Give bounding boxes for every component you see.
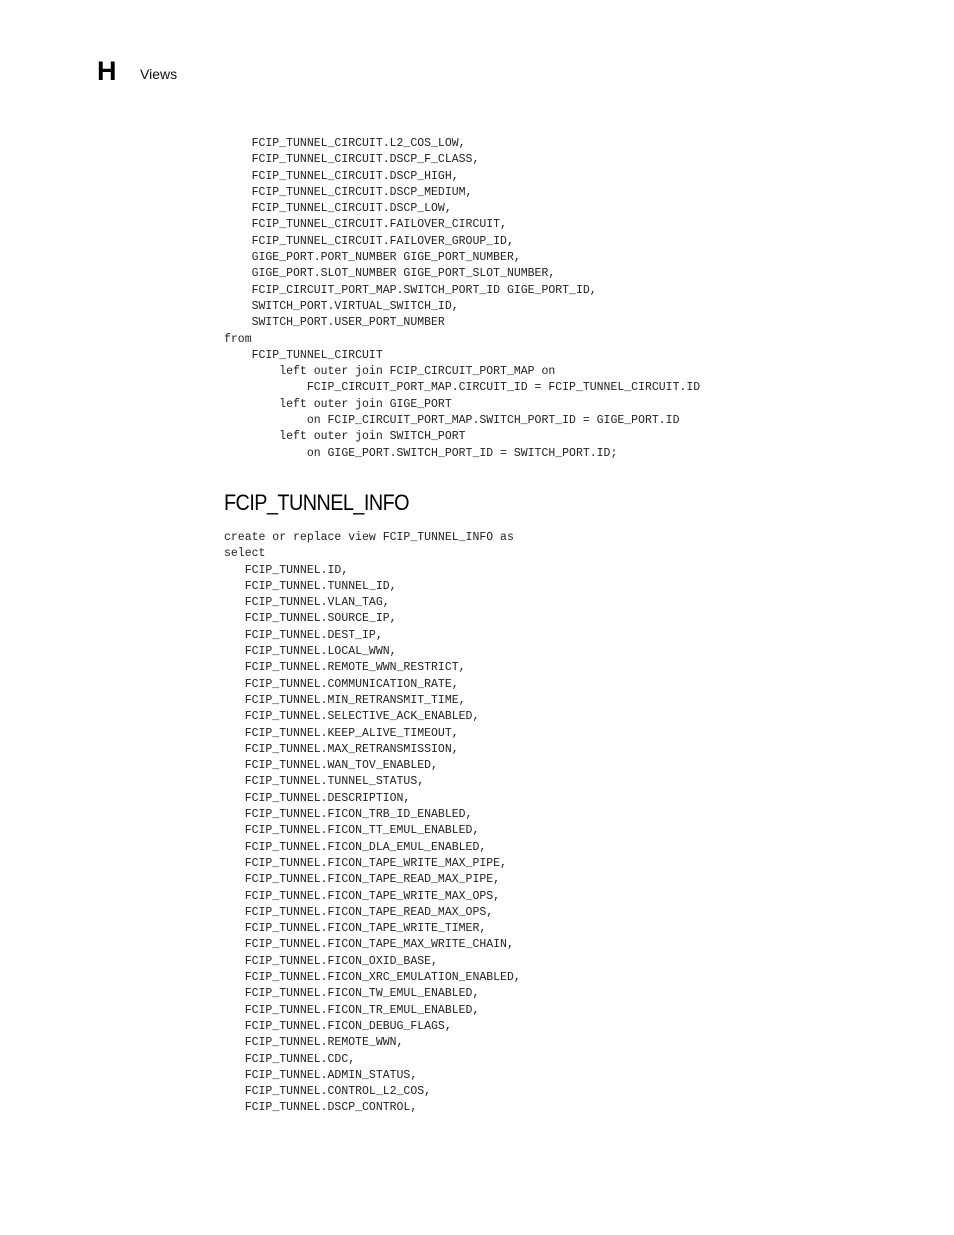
chapter-title: Views [140,66,178,82]
chapter-letter: H [97,56,117,86]
sql-code-block-fcip-tunnel-info: create or replace view FCIP_TUNNEL_INFO as select FCIP_TUNNEL.ID, FCIP_TUNNEL.TUNNEL_ID, FCIP_TUNNEL.VLAN_TAG, FCIP_TUNNEL.SOURCE_IP, FCIP_TUNNEL.DEST_IP, FCIP_TUNNEL.LOCAL_WWN, FCIP_TUNNEL.REMOTE_WWN_RESTRICT, FCIP_TUNNEL.COMMUNICATION_RATE, FCIP_TUNNEL.MIN_RETRANSMIT_TIME, FCIP_TUNNEL.SELECTIVE_ACK_ENABLED, FCIP_TUNNEL.KEEP_ALIVE_TIMEOUT, FCIP_TUNNEL.MAX_RETRANSMISSION, FCIP_TUNNEL.WAN_TOV_ENABLED, FCIP_TUNNEL.TUNNEL_STATUS, FCIP_TUNNEL.DESCRIPTION, FCIP_TUNNEL.FICON_TRB_ID_ENABLED, FCIP_TUNNEL.FICON_TT_EMUL_ENABLED, FCIP_TUNNEL.FICON_DLA_EMUL_ENABLED, FCIP_TUNNEL.FICON_TAPE_WRITE_MAX_PIPE, FCIP_TUNNEL.FICON_TAPE_READ_MAX_PIPE, FCIP_TUNNEL.FICON_TAPE_WRITE_MAX_OPS, FCIP_TUNNEL.FICON_TAPE_READ_MAX_OPS, FCIP_TUNNEL.FICON_TAPE_WRITE_TIMER, FCIP_TUNNEL.FICON_TAPE_MAX_WRITE_CHAIN, FCIP_TUNNEL.FICON_OXID_BASE, FCIP_TUNNEL.FICON_XRC_EMULATION_ENABLED, FCIP_TUNNEL.FICON_TW_EMUL_ENABLED, FCIP_TUNNEL.FICON_TR_EMUL_ENABLED, FCIP_TUNNEL.FICON_DEBUG_FLAGS, FCIP_TUNNEL.REMOTE_WWN, FCIP_TUNNEL.CDC, FCIP_TUNNEL.ADMIN_STATUS, FCIP_TUNNEL.CONTROL_L2_COS, FCIP_TUNNEL.DSCP_CONTROL, [224,531,521,1115]
section-heading: FCIP_TUNNEL_INFO [224,490,409,515]
sql-code-block-continued: FCIP_TUNNEL_CIRCUIT.L2_COS_LOW, FCIP_TUNNEL_CIRCUIT.DSCP_F_CLASS, FCIP_TUNNEL_CIRCUIT.DSCP_HIGH, FCIP_TUNNEL_CIRCUIT.DSCP_MEDIUM, FCIP_TUNNEL_CIRCUIT.DSCP_LOW, FCIP_TUNNEL_CIRCUIT.FAILOVER_CIRCUIT, FCIP_TUNNEL_CIRCUIT.FAILOVER_GROUP_ID, GIGE_PORT.PORT_NUMBER GIGE_PORT_NUMBER, GIGE_PORT.SLOT_NUMBER GIGE_PORT_SLOT_NUMBER, FCIP_CIRCUIT_PORT_MAP.SWITCH_PORT_ID GIGE_PORT_ID, SWITCH_PORT.VIRTUAL_SWITCH_ID, SWITCH_PORT.USER_PORT_NUMBER from FCIP_TUNNEL_CIRCUIT left outer join FCIP_CIRCUIT_PORT_MAP on FCIP_CIRCUIT_PORT_MAP.CIRCUIT_ID = FCIP_TUNNEL_CIRCUIT.ID left outer join GIGE_PORT on FCIP_CIRCUIT_PORT_MAP.SWITCH_PORT_ID = GIGE_PORT.ID left outer join SWITCH_PORT on GIGE_PORT.SWITCH_PORT_ID = SWITCH_PORT.ID; [224,137,701,460]
